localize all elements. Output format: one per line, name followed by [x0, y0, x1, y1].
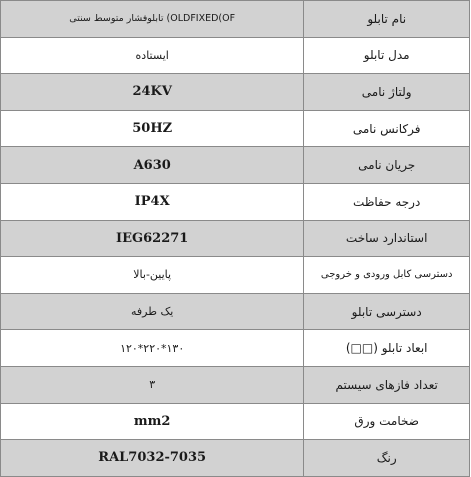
- protection-degree-value: IP4X: [1, 184, 304, 220]
- rated-frequency-label: فرکانس نامی: [304, 111, 470, 147]
- cable-access-label: دسترسی کابل ورودی و خروجی: [304, 257, 470, 293]
- color-value: RAL7032-7035: [1, 440, 304, 476]
- table-row: [1, 257, 470, 294]
- table-row: [1, 1, 470, 38]
- panel-model-value: ایستاده: [1, 38, 304, 74]
- phase-count-label: تعداد فازهای سیستم: [304, 367, 470, 403]
- rated-current-value: A630: [1, 147, 304, 183]
- rated-frequency-value: 50HZ: [1, 111, 304, 147]
- color-label: رنگ: [304, 440, 470, 476]
- panel-dimensions-label: ابعاد تابلو (□□): [304, 330, 470, 366]
- sheet-thickness-label: ضخامت ورق: [304, 404, 470, 440]
- panel-model-label: مدل تابلو: [304, 38, 470, 74]
- rated-voltage-value: 24KV: [1, 74, 304, 110]
- panel-name-value: تابلوفشار متوسط سنتی (OLDFIXED(OF: [1, 1, 304, 37]
- table-row: [1, 221, 470, 258]
- build-standard-value: IEG62271: [1, 221, 304, 257]
- phase-count-value: ۳: [1, 367, 304, 403]
- panel-access-label: دسترسی تابلو: [304, 294, 470, 330]
- table-row: [1, 367, 470, 404]
- cable-access-value: پایین-بالا: [1, 257, 304, 293]
- table-row: [1, 38, 470, 75]
- table-row: [1, 74, 470, 111]
- panel-name-label: نام تابلو: [304, 1, 470, 37]
- build-standard-label: استاندارد ساخت: [304, 221, 470, 257]
- table-row: [1, 294, 470, 331]
- table-row: [1, 184, 470, 221]
- panel-dimensions-value: ۱۲۰*۲۲۰*۱۳۰: [1, 330, 304, 366]
- rated-current-label: جریان نامی: [304, 147, 470, 183]
- rated-voltage-label: ولتاژ نامی: [304, 74, 470, 110]
- table-row: [1, 147, 470, 184]
- table-row: [1, 330, 470, 367]
- table-row: [1, 111, 470, 148]
- table-row: [1, 440, 470, 477]
- panel-access-value: یک طرفه: [1, 294, 304, 330]
- sheet-thickness-value: mm2: [1, 404, 304, 440]
- protection-degree-label: درجه حفاظت: [304, 184, 470, 220]
- table-row: [1, 404, 470, 441]
